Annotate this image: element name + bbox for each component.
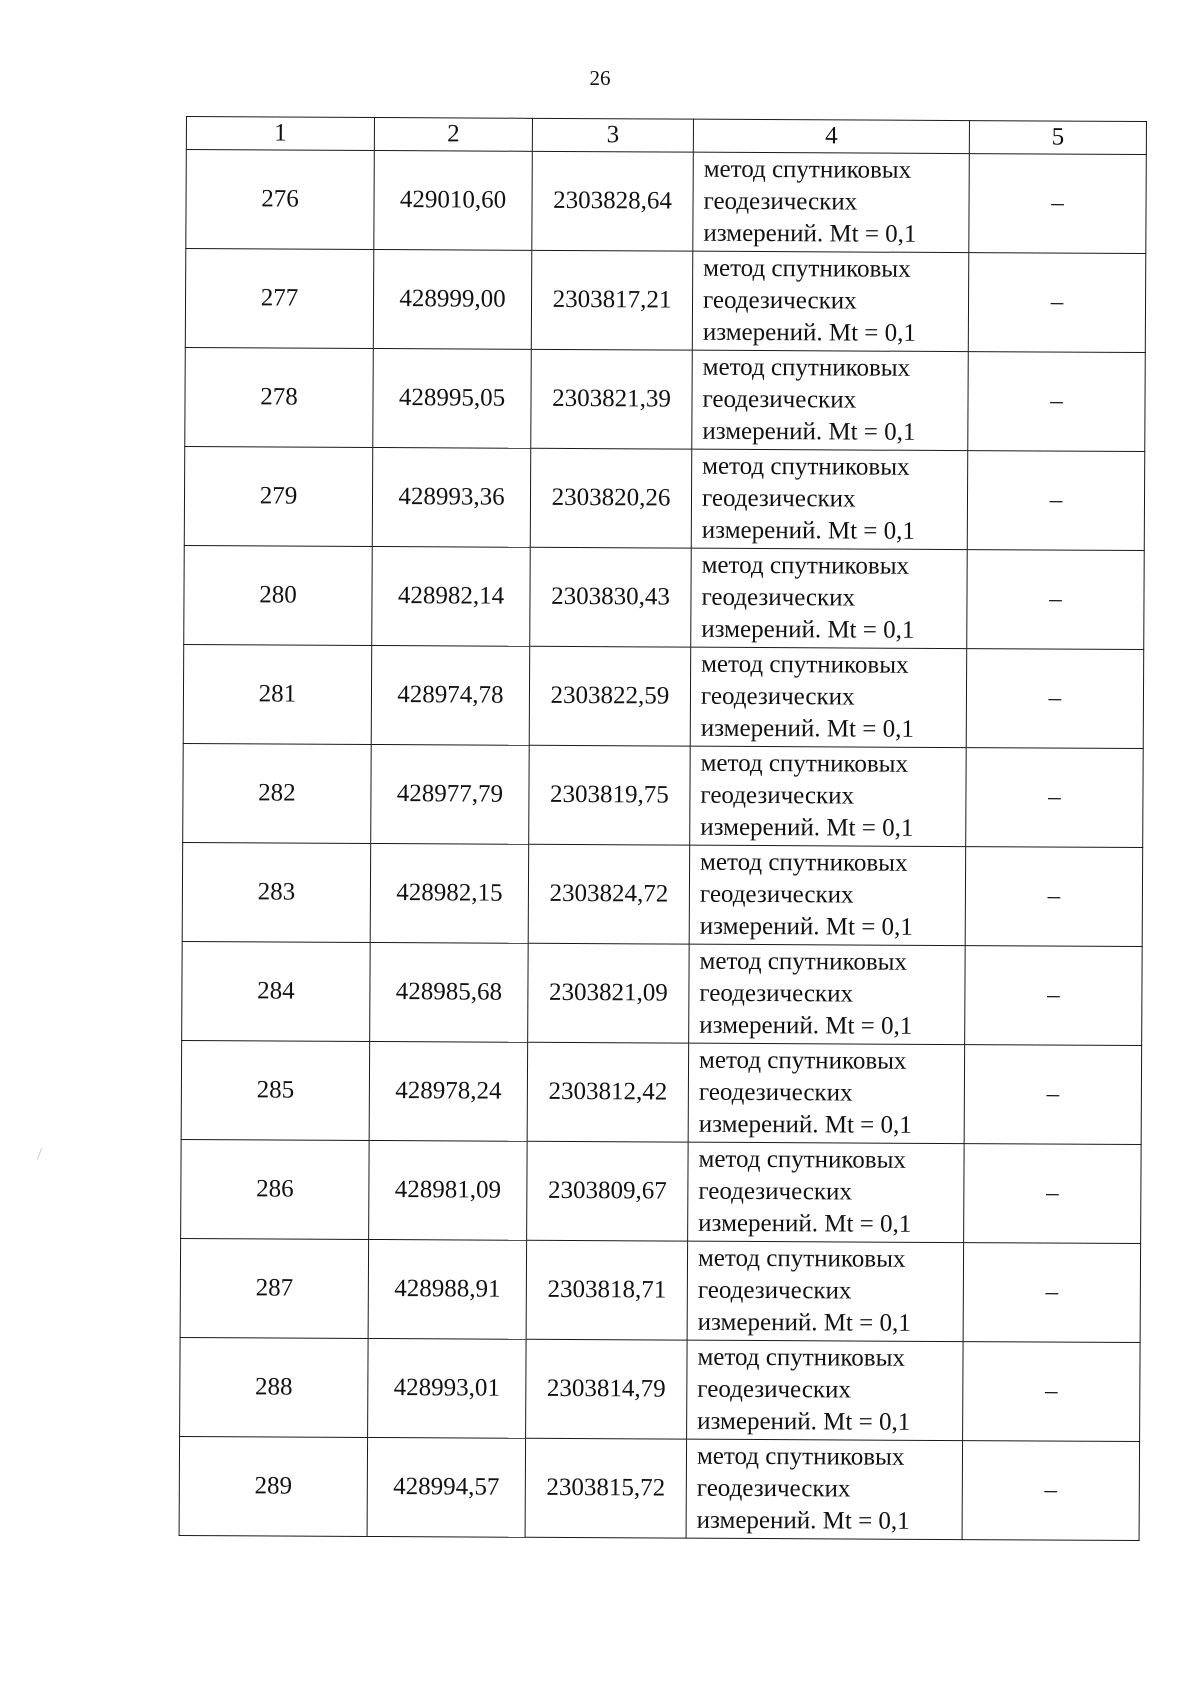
point-number-cell: 288 [180, 1337, 369, 1437]
note-cell: – [963, 1243, 1141, 1343]
table-row [179, 1436, 1140, 1540]
x-coordinate-cell: 428993,01 [368, 1338, 527, 1438]
y-coordinate-cell: 2303814,79 [526, 1339, 688, 1439]
table-row [182, 842, 1143, 946]
point-number-cell: 277 [185, 249, 374, 349]
column-header-4: 4 [693, 119, 969, 153]
point-number-cell: 281 [183, 644, 372, 744]
table-row [180, 1238, 1141, 1342]
method-cell: метод спутниковых геодезических измерений. Mt = 0,1 [688, 1142, 965, 1242]
method-cell: метод спутниковых геодезических измерений. Mt = 0,1 [691, 449, 968, 549]
note-cell: – [964, 1144, 1142, 1244]
x-coordinate-cell: 428982,15 [370, 843, 529, 943]
x-coordinate-cell: 428982,14 [372, 546, 531, 646]
table-row [184, 446, 1145, 550]
table-row [183, 644, 1144, 748]
point-number-cell: 284 [182, 941, 371, 1041]
y-coordinate-cell: 2303819,75 [529, 745, 691, 845]
x-coordinate-cell: 428981,09 [369, 1140, 528, 1240]
point-number-cell: 276 [186, 150, 375, 250]
column-header-3: 3 [532, 118, 693, 152]
note-cell: – [965, 847, 1143, 947]
table-row [183, 743, 1144, 847]
x-coordinate-cell: 428999,00 [373, 249, 532, 349]
y-coordinate-cell: 2303821,39 [531, 349, 693, 449]
table-row [186, 150, 1147, 254]
column-header-1: 1 [186, 117, 374, 151]
y-coordinate-cell: 2303817,21 [531, 250, 693, 350]
method-cell: метод спутниковых геодезических измерений. Mt = 0,1 [688, 1043, 965, 1143]
table-row [181, 1139, 1142, 1243]
method-cell: метод спутниковых геодезических измерений. Mt = 0,1 [686, 1439, 963, 1539]
method-cell: метод спутниковых геодезических измерений. Mt = 0,1 [690, 647, 967, 747]
point-number-cell: 280 [184, 545, 373, 645]
x-coordinate-cell: 428994,57 [367, 1437, 526, 1537]
page-number: 26 [589, 66, 611, 90]
point-number-cell: 279 [184, 446, 373, 546]
note-cell: – [969, 154, 1147, 254]
x-coordinate-cell: 428988,91 [368, 1239, 527, 1339]
table-header-row [186, 117, 1146, 155]
note-cell: – [967, 451, 1145, 551]
y-coordinate-cell: 2303830,43 [530, 547, 692, 647]
note-cell: – [963, 1342, 1141, 1442]
method-cell: метод спутниковых геодезических измерений. Mt = 0,1 [687, 1340, 964, 1440]
x-coordinate-cell: 428978,24 [369, 1041, 528, 1141]
point-number-cell: 283 [182, 842, 371, 942]
y-coordinate-cell: 2303822,59 [529, 646, 691, 746]
y-coordinate-cell: 2303824,72 [528, 844, 690, 944]
table-row [185, 249, 1146, 353]
method-cell: метод спутниковых геодезических измерений. Mt = 0,1 [692, 350, 969, 450]
note-cell: – [966, 748, 1144, 848]
note-cell: – [962, 1441, 1140, 1541]
note-cell: – [968, 352, 1146, 452]
x-coordinate-cell: 429010,60 [374, 150, 533, 250]
x-coordinate-cell: 428993,36 [372, 447, 531, 547]
method-cell: метод спутниковых геодезических измерений. Mt = 0,1 [690, 746, 967, 846]
y-coordinate-cell: 2303812,42 [527, 1042, 689, 1142]
note-cell: – [966, 649, 1144, 749]
method-cell: метод спутниковых геодезических измерений. Mt = 0,1 [691, 548, 968, 648]
coordinates-table [179, 116, 1147, 1541]
point-number-cell: 289 [179, 1436, 368, 1536]
method-cell: метод спутниковых геодезических измерений. Mt = 0,1 [689, 845, 966, 945]
note-cell: – [967, 550, 1145, 650]
x-coordinate-cell: 428995,05 [373, 348, 532, 448]
table-body [179, 150, 1146, 1541]
table-row [184, 545, 1145, 649]
point-number-cell: 282 [183, 743, 372, 843]
point-number-cell: 286 [181, 1139, 370, 1239]
x-coordinate-cell: 428974,78 [371, 645, 530, 745]
note-cell: – [968, 253, 1146, 353]
column-header-5: 5 [969, 121, 1146, 155]
method-cell: метод спутниковых геодезических измерений. Mt = 0,1 [689, 944, 966, 1044]
scan-mark [37, 1148, 42, 1160]
method-cell: метод спутниковых геодезических измерений. Mt = 0,1 [692, 251, 969, 351]
table-row [185, 347, 1146, 451]
table-row [180, 1337, 1141, 1441]
note-cell: – [964, 1045, 1142, 1145]
y-coordinate-cell: 2303821,09 [528, 943, 690, 1043]
x-coordinate-cell: 428985,68 [370, 942, 529, 1042]
column-header-2: 2 [374, 117, 532, 151]
table-row [181, 1040, 1142, 1144]
x-coordinate-cell: 428977,79 [371, 744, 530, 844]
table-row [182, 941, 1143, 1045]
y-coordinate-cell: 2303828,64 [532, 151, 694, 251]
method-cell: метод спутниковых геодезических измерений. Mt = 0,1 [693, 152, 970, 252]
note-cell: – [965, 946, 1143, 1046]
point-number-cell: 278 [185, 347, 374, 447]
y-coordinate-cell: 2303820,26 [530, 448, 692, 548]
y-coordinate-cell: 2303815,72 [525, 1438, 687, 1538]
y-coordinate-cell: 2303818,71 [526, 1240, 688, 1340]
point-number-cell: 285 [181, 1040, 370, 1140]
y-coordinate-cell: 2303809,67 [527, 1141, 689, 1241]
method-cell: метод спутниковых геодезических измерений. Mt = 0,1 [687, 1241, 964, 1341]
point-number-cell: 287 [180, 1238, 369, 1338]
